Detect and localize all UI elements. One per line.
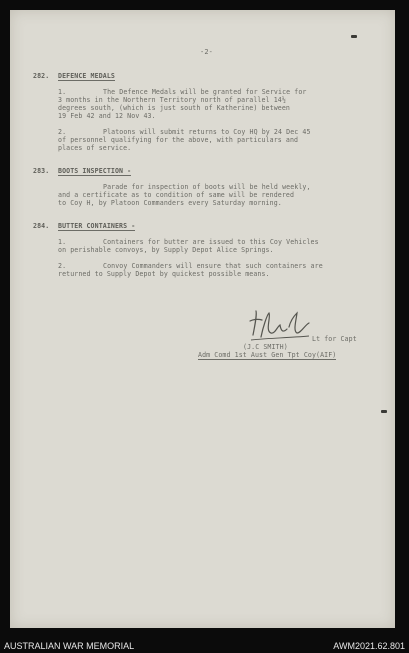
text-line: to Coy H, by Platoon Commanders every Saturday morning. xyxy=(58,199,282,207)
footer-accession-number: AWM2021.62.801 xyxy=(333,641,405,651)
text-line: on perishable convoys, by Supply Depot Alice Springs. xyxy=(58,246,274,254)
text-line: of personnel qualifying for the above, with particulars and xyxy=(58,136,299,144)
paragraph-number: 282. xyxy=(33,72,50,80)
text-line: returned to Supply Depot by quickest possible means. xyxy=(58,270,270,278)
item-number: 1. xyxy=(58,88,67,96)
signature-rank: Lt for Capt xyxy=(312,335,357,343)
text-line: Parade for inspection of boots will be held weekly, xyxy=(103,183,311,191)
paragraph-number: 284. xyxy=(33,222,50,230)
text-line: places of service. xyxy=(58,144,132,152)
text-line: 3 months in the Northern Territory north of parallel 14½ xyxy=(58,96,286,104)
paragraph-number: 283. xyxy=(33,167,50,175)
text-line: degrees south, (which is just south of Katherine) between xyxy=(58,104,290,112)
paragraph-heading: DEFENCE MEDALS xyxy=(58,72,115,80)
text-line: and a certificate as to condition of same will be rendered xyxy=(58,191,295,199)
paragraph-heading: BOOTS INSPECTION - xyxy=(58,167,132,175)
document-page xyxy=(10,10,395,628)
page-number: -2- xyxy=(200,48,213,56)
punch-hole-mark xyxy=(351,35,357,38)
item-number: 2. xyxy=(58,128,67,136)
footer-source-label: AUSTRALIAN WAR MEMORIAL xyxy=(4,641,135,651)
text-line: 19 Feb 42 and 12 Nov 43. xyxy=(58,112,156,120)
text-line: Convoy Commanders will ensure that such containers are xyxy=(103,262,323,270)
item-number: 2. xyxy=(58,262,67,270)
signature-unit: Adm Comd 1st Aust Gen Tpt Coy(AIF) xyxy=(198,351,337,359)
paragraph-heading: BUTTER CONTAINERS - xyxy=(58,222,136,230)
punch-hole-mark xyxy=(381,410,387,413)
signature-name: (J.C SMITH) xyxy=(243,343,288,351)
archive-footer xyxy=(0,638,409,653)
text-line: Platoons will submit returns to Coy HQ by 24 Dec 45 xyxy=(103,128,311,136)
item-number: 1. xyxy=(58,238,67,246)
text-line: Containers for butter are issued to this Coy Vehicles xyxy=(103,238,319,246)
text-line: The Defence Medals will be granted for Service for xyxy=(103,88,307,96)
